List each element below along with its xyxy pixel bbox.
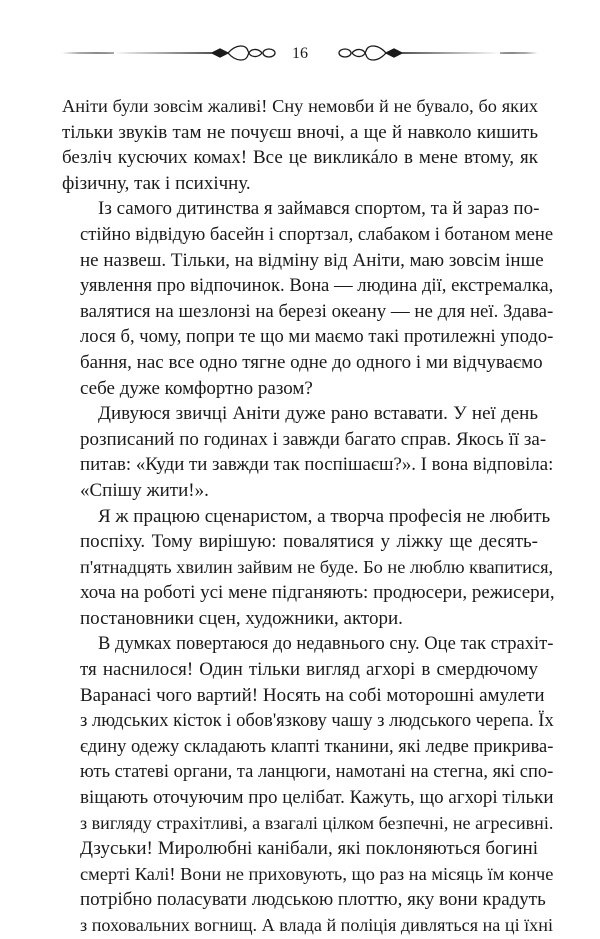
- page-number: 16: [292, 45, 308, 62]
- text-line: Дзуськи! Миролюбні канібали, які поклоняються богині: [80, 838, 538, 860]
- text-line: Варанасі чого вартий! Носять на собі моторошні амулети: [80, 684, 545, 706]
- text-line: бання, нас все одно тягне одне до одного і ми відчуваємо: [80, 351, 543, 373]
- paragraph: [62, 401, 554, 503]
- paragraph: [62, 196, 554, 401]
- text-line: стійно відвідую басейн і спортзал, слабаком і ботаном мене: [80, 223, 554, 245]
- text-line: безліч кусючих комах! Все це викликáло в мене втому, як: [62, 147, 538, 169]
- page-header: [62, 40, 538, 68]
- text-line: ють статеві органи, та ланцюги, намотані на стегна, які спо-: [80, 761, 554, 782]
- text-line: віщають оточуючим про целібат. Кажуть, що агхорі тільки: [80, 787, 554, 809]
- text-line: постановники сцен, художники, актори.: [80, 607, 403, 629]
- text-line: питав: «Куди ти завжди так поспішаєш?». І вона відповіла:: [80, 454, 554, 476]
- text-line: Із самого дитинства я займався спортом, та й зараз по-: [98, 198, 540, 220]
- text-line: Дивуюся звичці Аніти дуже рано вставати. У неї день: [98, 403, 538, 425]
- text-line: «Спішу жити!».: [80, 479, 209, 501]
- text-line: тільки звуків там не почуєш вночі, а ще й навколо кишить: [62, 121, 538, 143]
- text-line: поспіху. Тому вирішую: повалятися у ліжку ще десять-: [80, 531, 538, 553]
- text-line: В думках повертаюся до недавнього сну. Оце так страхіт-: [98, 633, 554, 655]
- text-line: єдину одежу складають клапті тканини, які ледве прикрива-: [80, 735, 554, 756]
- text-line: потрібно поласувати людською плоттю, яку вони крадуть: [80, 889, 546, 911]
- text-line: Я ж працюю сценаристом, а творча професія не любить: [98, 505, 551, 527]
- text-line: лося б, чому, попри те що ми маємо такі протилежні уподо-: [80, 326, 554, 348]
- text-line: смерті Калі! Вони не приховують, що раз на місяць їм конче: [80, 863, 554, 884]
- text-line: Аніти були зовсім жаливі! Сну немовби й не бувало, бо яких: [62, 96, 538, 116]
- body-text: [62, 94, 555, 939]
- text-line: з поховальних вогнищ. А влада й поліція дивляться на ці їхні: [80, 915, 553, 935]
- text-line: фізичну, так і психічну.: [62, 172, 251, 194]
- text-line: тя наснилося! Один тільки вигляд агхорі в смердючому: [80, 659, 538, 681]
- paragraph: [62, 504, 555, 632]
- text-line: п'ятнадцять хвилин зайвим не буде. Бо не люблю квапитися,: [80, 556, 554, 577]
- text-line: себе дуже комфортно разом?: [80, 377, 313, 399]
- text-line: валятися на шезлонзі на березі океану — не для неї. Здава-: [80, 300, 554, 322]
- text-line: розписаний по годинах і завжди багато справ. Якось її за-: [80, 428, 547, 450]
- text-line: хоча на роботі усі мене підганяють: продюсери, режисери,: [80, 582, 555, 604]
- text-line: з вигляду страхітливі, а взагалі цілком безпечні, не агресивні.: [80, 812, 554, 833]
- text-line: з людських кісток і обов'язкову чашу з людського черепа. Їх: [80, 710, 554, 732]
- paragraph: [62, 94, 538, 196]
- paragraph: [62, 631, 554, 938]
- text-line: уявлення про відпочинок. Вона — людина дії, екстремалка,: [80, 275, 554, 297]
- text-line: не назвеш. Тільки, на відміну від Аніти, маю зовсім інше: [80, 249, 544, 271]
